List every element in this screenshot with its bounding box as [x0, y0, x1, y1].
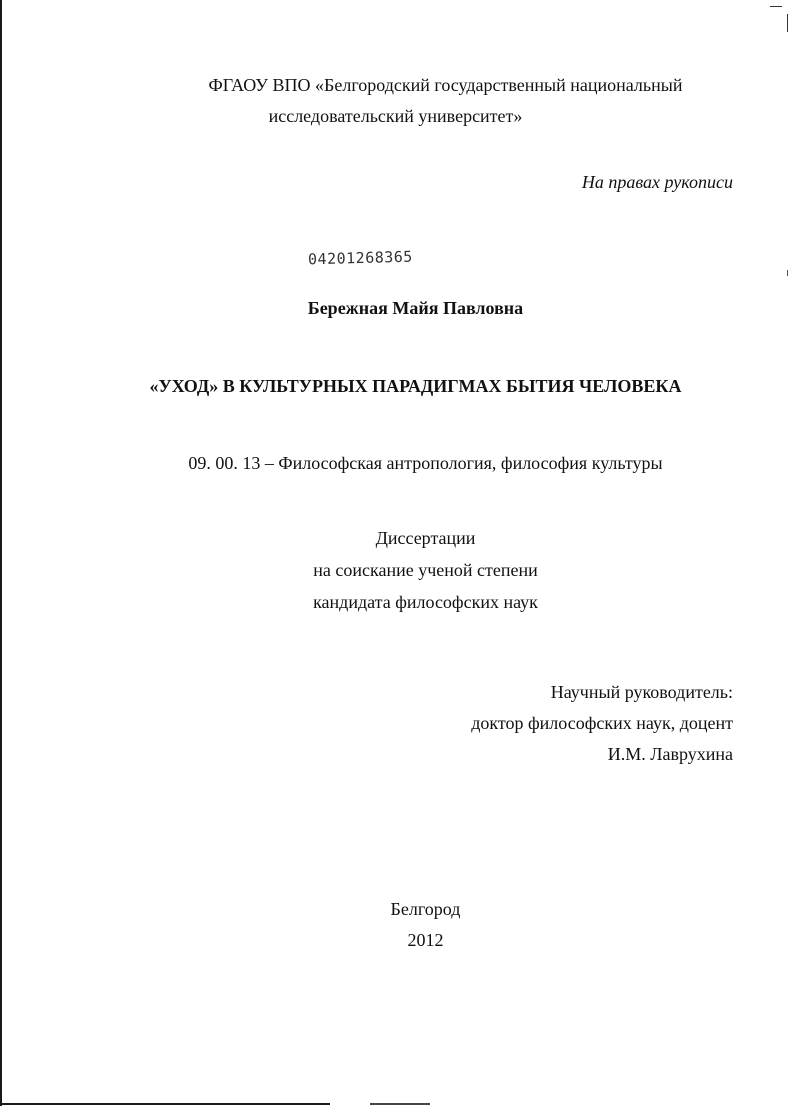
author-name: Бережная Майя Павловна	[307, 298, 524, 318]
dissertation-title: «УХОД» В КУЛЬТУРНЫХ ПАРАДИГМАХ БЫТИЯ ЧЕЛОВЕКА	[149, 376, 682, 396]
supervisor-name: И.М. Лаврухина	[607, 744, 733, 764]
city: Белгород	[390, 899, 461, 919]
supervisor-label: Научный руководитель:	[550, 682, 733, 702]
institution-line-2: исследовательский университет»	[268, 106, 523, 126]
scan-mark-top-right-vertical	[787, 14, 788, 32]
scan-border-bottom-fragment	[370, 1103, 430, 1105]
scan-mark-right	[787, 270, 788, 276]
manuscript-note: На правах рукописи	[581, 172, 733, 192]
specialty-code: 09. 00. 13 – Философская антропология, философия культуры	[188, 453, 663, 473]
degree-line-3: кандидата философских наук	[313, 592, 538, 612]
degree-line-2: на соискание ученой степени	[313, 560, 538, 580]
institution-line-1: ФГАОУ ВПО «Белгородский государственный национальный	[208, 75, 683, 95]
supervisor-credentials: доктор философских наук, доцент	[471, 713, 733, 733]
scan-mark-top-right	[770, 6, 782, 7]
catalog-stamp: 04201268365	[307, 247, 414, 269]
year: 2012	[407, 930, 444, 950]
degree-line-1: Диссертации	[375, 528, 476, 548]
scan-border-bottom	[0, 1103, 330, 1105]
